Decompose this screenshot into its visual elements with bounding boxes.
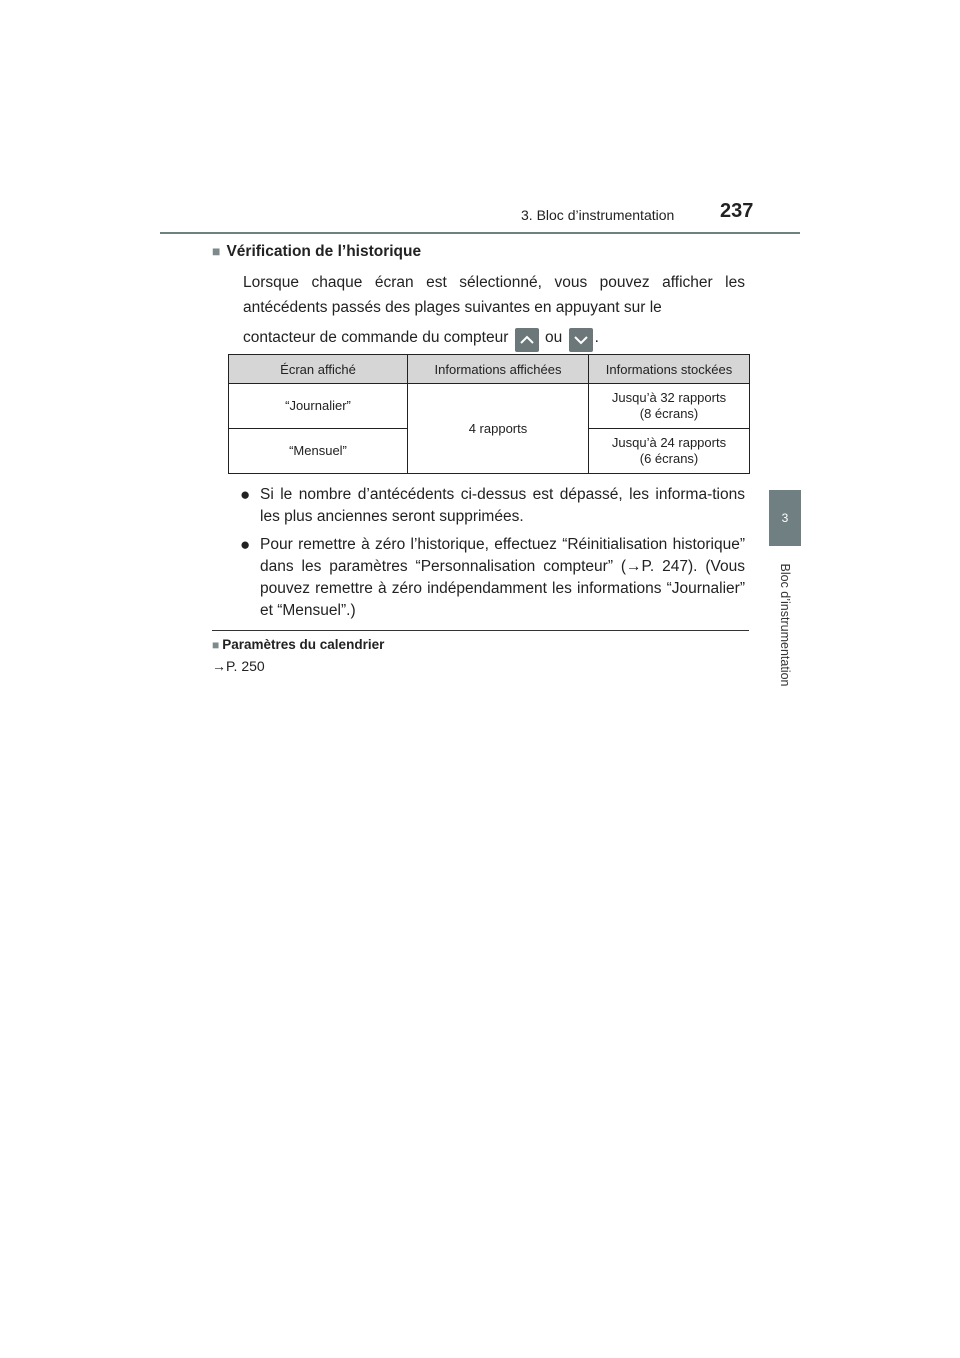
notes-divider: [212, 630, 749, 631]
stored-line: (8 écrans): [639, 406, 699, 421]
chevron-up-icon: [515, 328, 539, 352]
table-header-row: [229, 355, 750, 384]
section-title: [212, 243, 421, 261]
note-page-reference: →P. 250: [212, 658, 265, 674]
table-header-cell: Informations stockées: [589, 355, 750, 384]
stored-line: (6 écrans): [639, 451, 699, 466]
square-bullet-icon: ■: [212, 638, 220, 652]
stored-line: Jusqu’à 32 rapports: [611, 390, 727, 405]
square-bullet-icon: ■: [212, 243, 221, 259]
history-table: [228, 354, 750, 474]
bullet-dot-icon: ●: [240, 485, 251, 504]
header-section-title: 3. Bloc d’instrumentation: [521, 207, 675, 223]
list-item: [240, 484, 745, 528]
stored-cell: [589, 429, 750, 474]
page-number: 237: [720, 200, 754, 222]
bullet-dot-icon: ●: [240, 535, 251, 554]
list-item: [240, 534, 745, 622]
stored-cell: [589, 384, 750, 429]
bullet-list: [240, 484, 745, 628]
displayed-cell: 4 rapports: [408, 384, 589, 474]
paragraph-main: Lorsque chaque écran est sélectionné, vous pouvez afficher les antécédents passés des plages suivantes en appuyant sur le: [243, 274, 745, 316]
section-title-text: Vérification de l’historique: [226, 243, 422, 260]
table-row: [229, 384, 750, 429]
note-title: [212, 637, 384, 652]
paragraph-end: .: [594, 329, 599, 346]
chapter-label: Bloc d’instrumentation: [778, 563, 792, 687]
paragraph-or: ou: [545, 329, 563, 346]
chapter-number: 3: [781, 511, 789, 525]
chevron-down-icon: [569, 328, 593, 352]
section-paragraph: [243, 270, 745, 356]
chapter-tab: [769, 490, 801, 546]
bullet-text: Pour remettre à zéro l’historique, effectuez “Réinitialisation historique” dans les paramètres “Personnalisation compteur” (→P. 247). (Vous pouvez remettre à zéro indépendamment les informations “Journalier” et “Mensuel”.): [260, 536, 745, 619]
screen-cell: “Mensuel”: [229, 429, 408, 474]
paragraph-end-before: contacteur de commande du compteur: [243, 329, 509, 346]
table-header-cell: Informations affichées: [408, 355, 589, 384]
note-title-text: Paramètres du calendrier: [222, 637, 385, 652]
table-header-cell: Écran affiché: [229, 355, 408, 384]
bullet-text: Si le nombre d’antécédents ci-dessus est dépassé, les informa-tions les plus anciennes seront supprimées.: [260, 486, 745, 525]
header-divider: [160, 232, 800, 234]
paragraph-last-line: [243, 320, 745, 356]
stored-line: Jusqu’à 24 rapports: [611, 435, 727, 450]
screen-cell: “Journalier”: [229, 384, 408, 429]
